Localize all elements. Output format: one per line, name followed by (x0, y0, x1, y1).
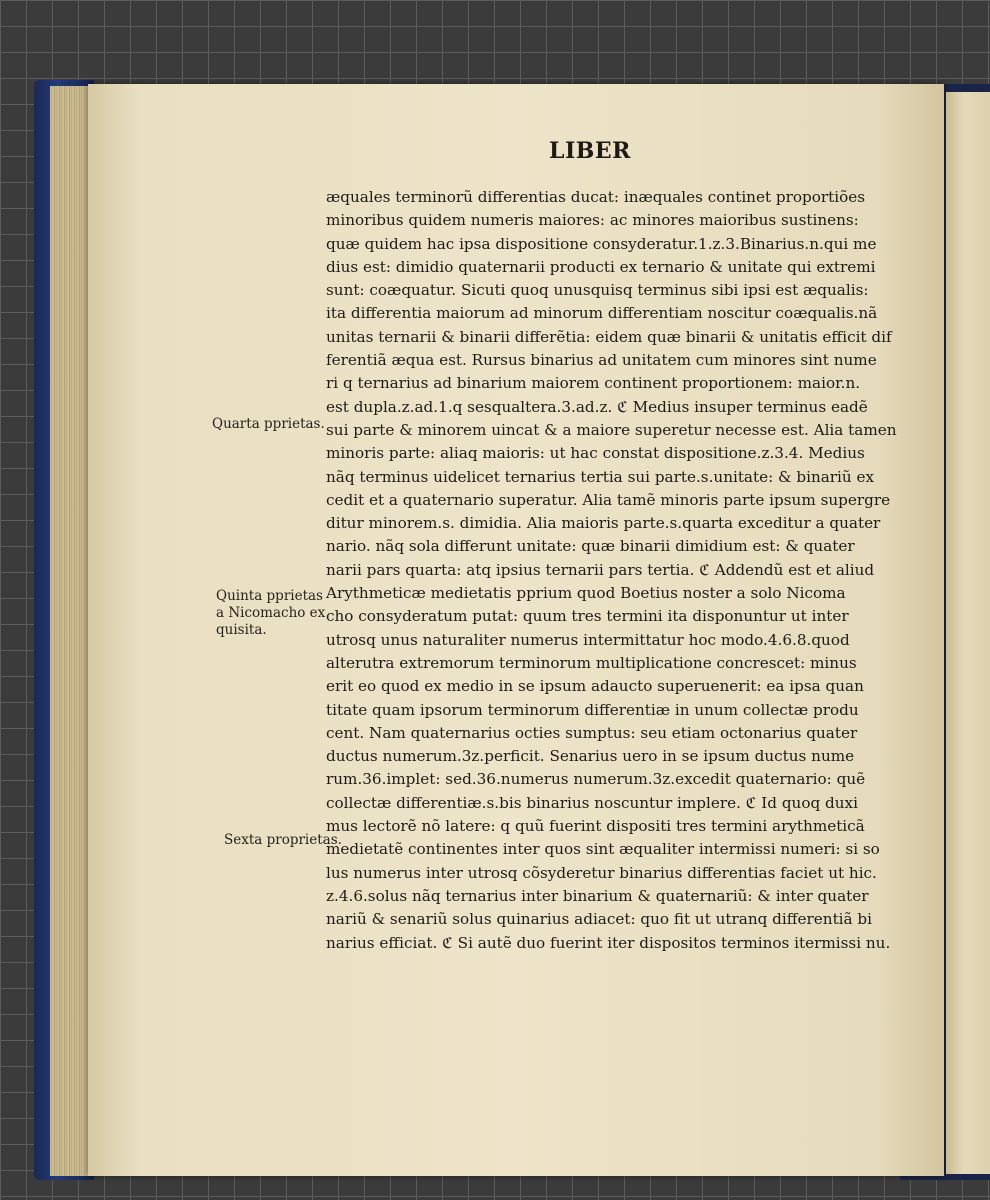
text-line: mus lectorẽ nõ latere: q quũ fuerint dispositi tres termini arythmeticã (326, 817, 865, 836)
text-line: ita differentia maiorum ad minorum differentiam noscitur coæqualis.nã (326, 304, 878, 323)
text-line: titate quam ipsorum terminorum differentiæ in unum collectæ produ (326, 700, 859, 719)
margin-note-line: quisita. (216, 622, 267, 638)
margin-note-line: Sexta proprietas. (224, 832, 342, 848)
text-line: ferentiã æqua est. Rursus binarius ad unitatem cum minores sint nume (326, 351, 877, 370)
text-line: medietatẽ continentes inter quos sint æqualiter intermissi numeri: si so (326, 840, 880, 859)
text-line: nariũ & senariũ solus quinarius adiacet: quo fit ut utranq differentiã bi (326, 910, 872, 929)
text-line: quæ quidem hac ipsa dispositione consyderatur.1.z.3.Binarius.n.qui me (326, 234, 877, 253)
text-line: z.4.6.solus nãq ternarius inter binarium & quaternariũ: & inter quater (326, 886, 869, 905)
text-line: est dupla.z.ad.1.q sesqualtera.3.ad.z. ℭ Medius insuper terminus eadẽ (326, 397, 868, 416)
margin-note-line: Quarta pprietas. (212, 416, 325, 432)
text-line: cho consyderatum putat: quum tres termini ita disponuntur ut inter (326, 607, 849, 626)
text-line: nãq terminus uidelicet ternarius tertia sui parte.s.unitate: & binariũ ex (326, 467, 875, 486)
text-line: erit eo quod ex medio in se ipsum adaucto superuenerit: ea ipsa quan (326, 677, 864, 696)
margin-note-quarta (212, 416, 325, 433)
text-line: dius est: dimidio quaternarii producti ex ternario & unitate qui extremi (326, 257, 876, 276)
text-line: collectæ differentiæ.s.bis binarius noscuntur implere. ℭ Id quoq duxi (326, 793, 858, 812)
text-line: nario. nãq sola differunt unitate: quæ binarii dimidium est: & quater (326, 537, 855, 556)
text-line: Arythmeticæ medietatis pprium quod Boetius noster a solo Nicoma (326, 584, 846, 603)
text-line: alterutra extremorum terminorum multiplicatione concrescet: minus (326, 653, 857, 672)
main-text-block (326, 186, 897, 955)
text-line: rum.36.implet: sed.36.numerus numerum.3z.excedit quaternario: quẽ (326, 770, 866, 789)
text-line: narius efficiat. ℭ Si autẽ duo fuerint iter dispositos terminos itermissi nu. (326, 933, 891, 952)
text-line: sunt: coæquatur. Sicuti quoq unusquisq terminus sibi ipsi est æqualis: (326, 281, 869, 300)
margin-note-line: a Nicomacho ex (216, 605, 326, 621)
text-line: minoribus quidem numeris maiores: ac minores maioribus sustinens: (326, 211, 859, 230)
text-line: æquales terminorũ differentias ducat: inæquales continet proportiões (326, 188, 866, 206)
text-line: utrosq unus naturaliter numerus intermittatur hoc modo.4.6.8.quod (326, 630, 850, 649)
text-line: minoris parte: aliaq maioris: ut hac constat dispositione.z.3.4. Medius (326, 444, 865, 463)
margin-note-line: Quinta pprietas (216, 588, 323, 604)
text-line: unitas ternarii & binarii differẽtia: eidem quæ binarii & unitatis efficit dif (326, 327, 892, 346)
text-line: narii pars quarta: atq ipsius ternarii pars tertia. ℭ Addendũ est et aliud (326, 560, 875, 579)
margin-note-sexta (224, 832, 342, 849)
text-line: ditur minorem.s. dimidia. Alia maioris parte.s.quarta exceditur a quater (326, 514, 881, 533)
text-line: lus numerus inter utrosq cõsyderetur binarius differentias faciet ut hic. (326, 863, 877, 882)
facing-page (946, 92, 990, 1174)
text-line: ductus numerum.3z.perficit. Senarius uero in se ipsum ductus nume (326, 747, 855, 766)
text-line: cedit et a quaternario superatur. Alia tamẽ minoris parte ipsum supergre (326, 490, 891, 509)
text-line: ri q ternarius ad binarium maiorem continent proportionem: maior.n. (326, 374, 861, 393)
text-line: cent. Nam quaternarius octies sumptus: seu etiam octonarius quater (326, 723, 858, 742)
running-head: LIBER (549, 138, 631, 164)
margin-note-quinta (216, 588, 325, 639)
text-line: sui parte & minorem uincat & a maiore superetur necesse est. Alia tamen (326, 420, 897, 439)
